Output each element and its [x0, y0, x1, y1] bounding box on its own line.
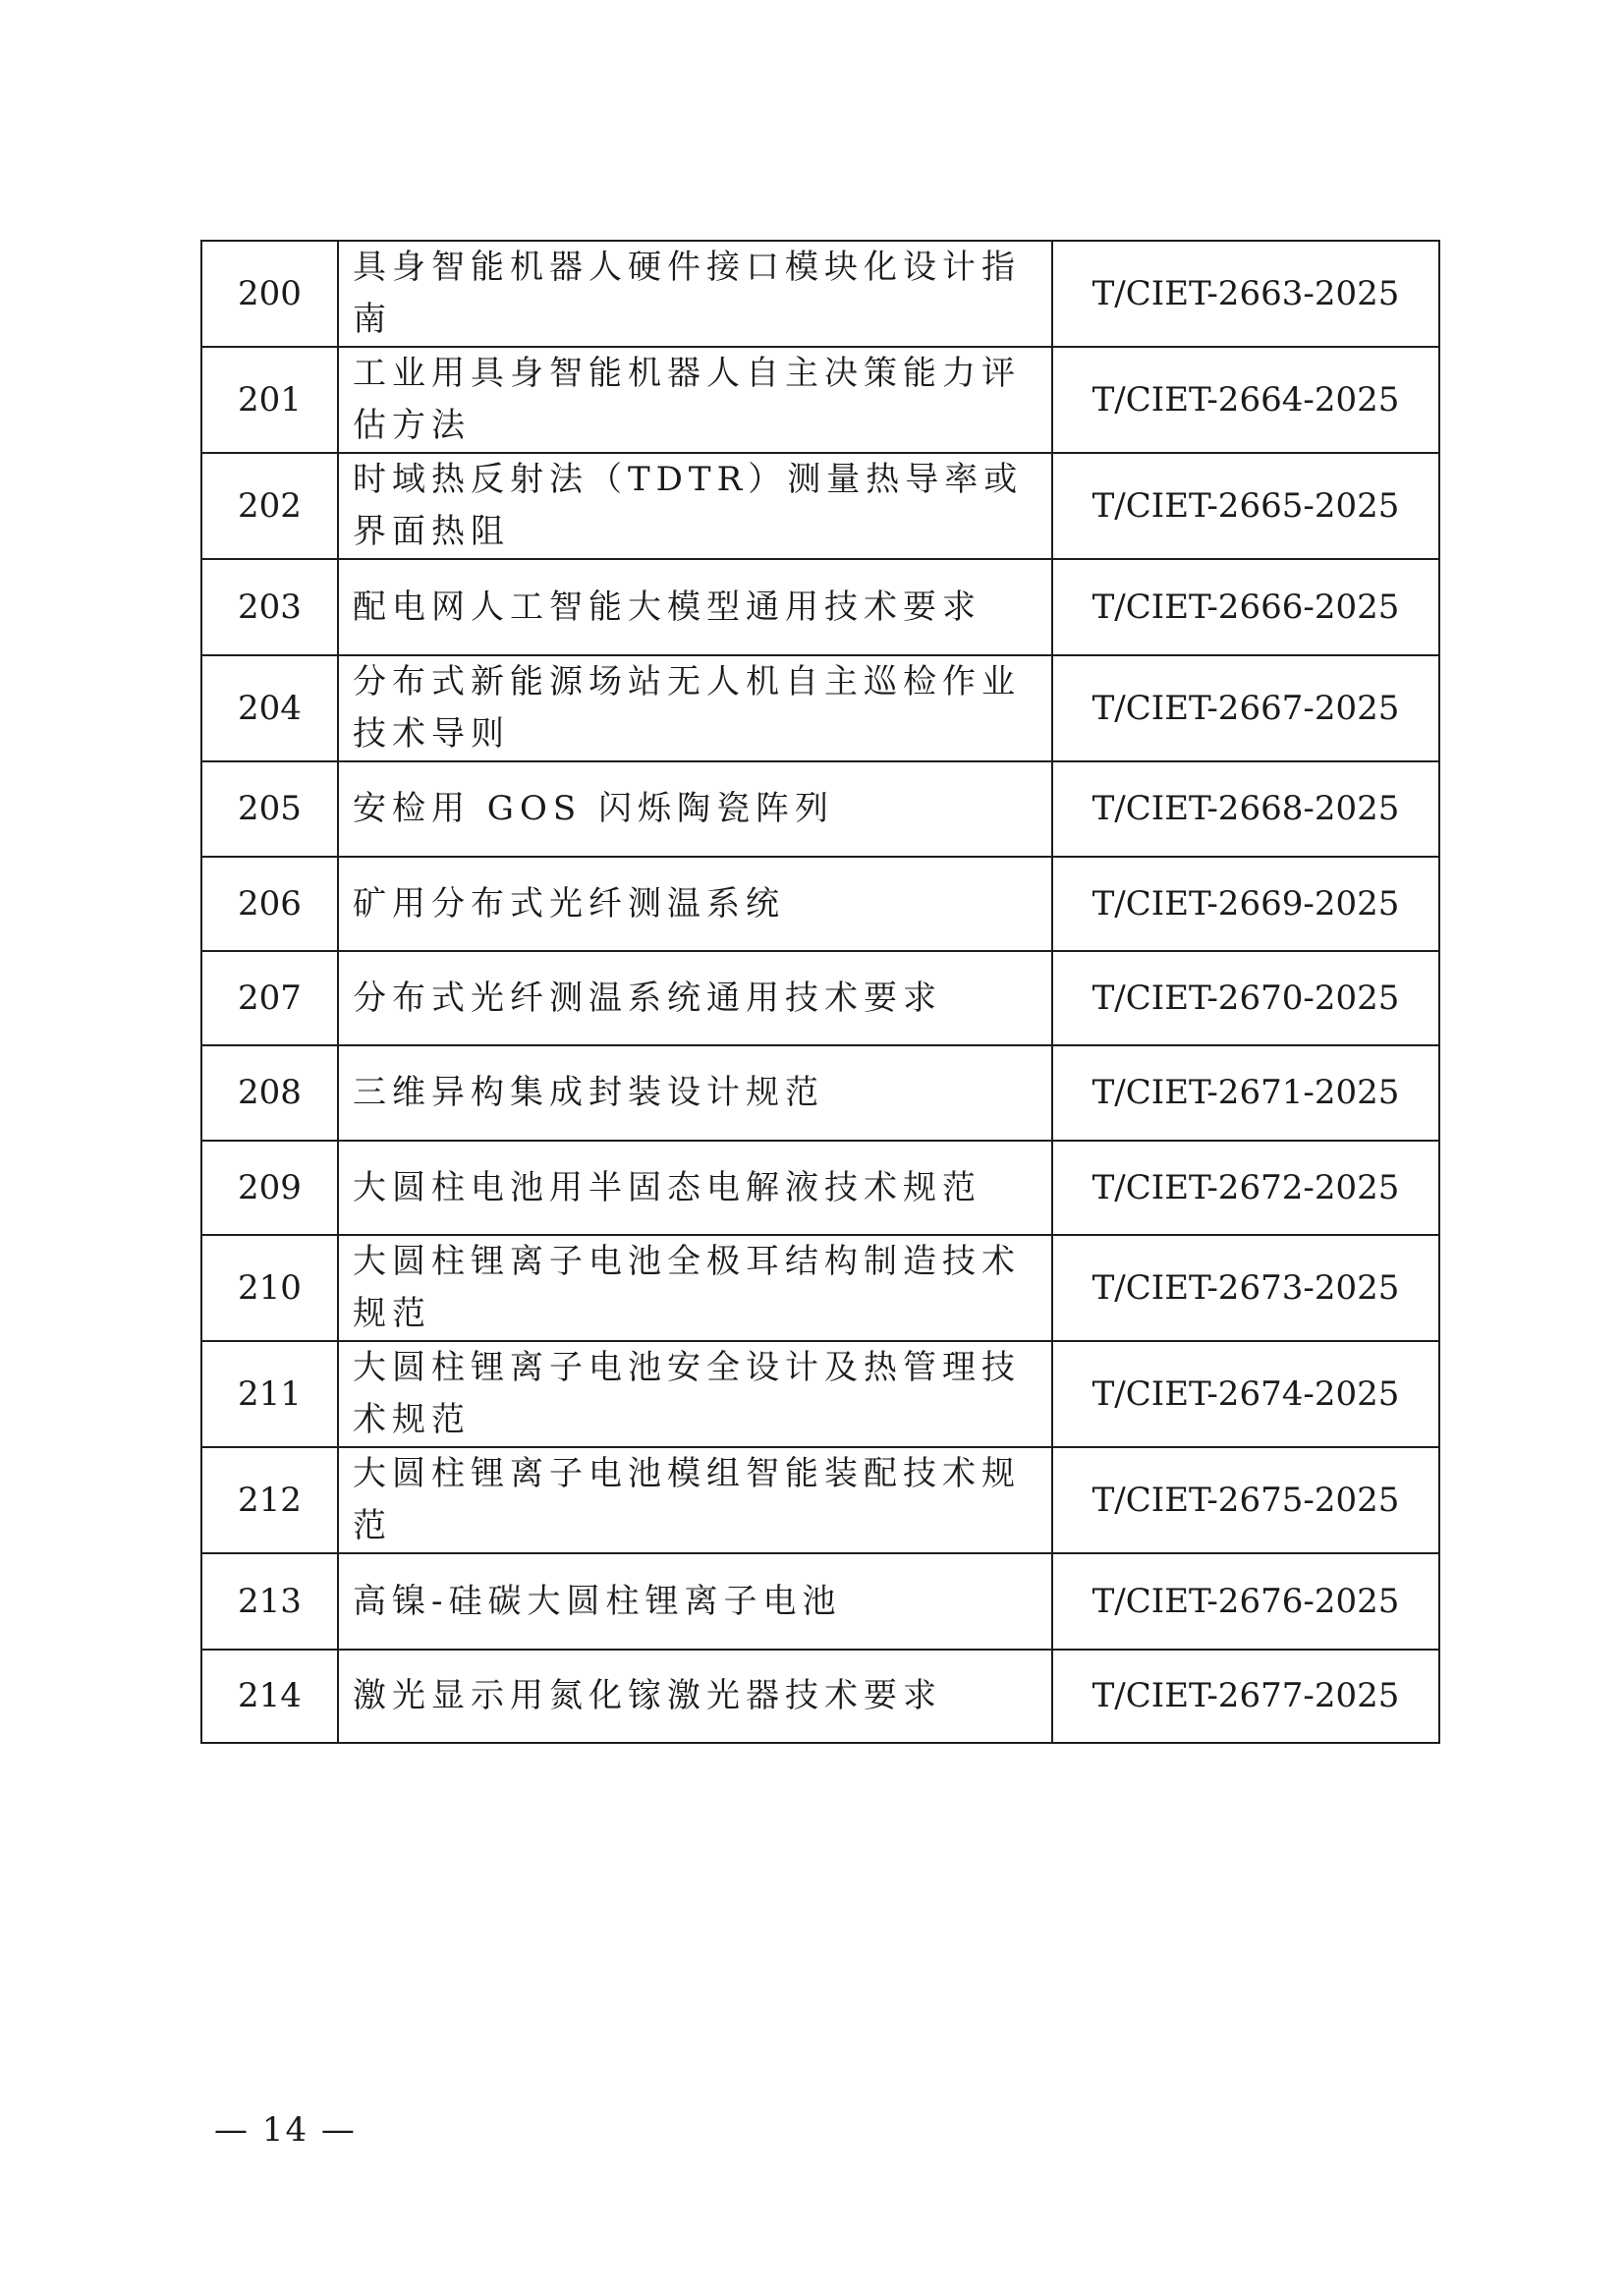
table-row	[201, 347, 1439, 453]
standard-code: T/CIET-2666-2025	[1052, 559, 1439, 655]
table-row	[201, 761, 1439, 857]
standard-name: 配电网人工智能大模型通用技术要求	[338, 559, 1052, 655]
standards-table	[200, 240, 1440, 1744]
standard-name: 分布式光纤测温系统通用技术要求	[338, 951, 1052, 1045]
table-row	[201, 1553, 1439, 1650]
row-number: 209	[201, 1141, 338, 1235]
standard-name: 高镍-硅碳大圆柱锂离子电池	[338, 1553, 1052, 1650]
standard-name: 工业用具身智能机器人自主决策能力评估方法	[338, 347, 1052, 453]
standard-name: 大圆柱锂离子电池模组智能装配技术规范	[338, 1447, 1052, 1553]
standard-code: T/CIET-2664-2025	[1052, 347, 1439, 453]
standard-code: T/CIET-2669-2025	[1052, 857, 1439, 951]
table-row	[201, 559, 1439, 655]
row-number: 202	[201, 453, 338, 559]
standard-code: T/CIET-2673-2025	[1052, 1235, 1439, 1341]
standard-code: T/CIET-2670-2025	[1052, 951, 1439, 1045]
standard-code: T/CIET-2674-2025	[1052, 1341, 1439, 1447]
standard-code: T/CIET-2671-2025	[1052, 1045, 1439, 1141]
standard-name: 安检用 GOS 闪烁陶瓷阵列	[338, 761, 1052, 857]
row-number: 214	[201, 1650, 338, 1743]
table-row	[201, 241, 1439, 347]
row-number: 204	[201, 655, 338, 761]
table-row	[201, 1447, 1439, 1553]
row-number: 211	[201, 1341, 338, 1447]
standard-name: 大圆柱电池用半固态电解液技术规范	[338, 1141, 1052, 1235]
row-number: 205	[201, 761, 338, 857]
standard-code: T/CIET-2663-2025	[1052, 241, 1439, 347]
standard-name: 矿用分布式光纤测温系统	[338, 857, 1052, 951]
standard-name: 时域热反射法（TDTR）测量热导率或界面热阻	[338, 453, 1052, 559]
table-row	[201, 1045, 1439, 1141]
standard-code: T/CIET-2677-2025	[1052, 1650, 1439, 1743]
row-number: 201	[201, 347, 338, 453]
standard-code: T/CIET-2665-2025	[1052, 453, 1439, 559]
table-row	[201, 951, 1439, 1045]
table-row	[201, 1650, 1439, 1743]
row-number: 208	[201, 1045, 338, 1141]
standard-name: 具身智能机器人硬件接口模块化设计指南	[338, 241, 1052, 347]
standard-code: T/CIET-2668-2025	[1052, 761, 1439, 857]
standard-name: 大圆柱锂离子电池全极耳结构制造技术规范	[338, 1235, 1052, 1341]
standard-name: 大圆柱锂离子电池安全设计及热管理技术规范	[338, 1341, 1052, 1447]
standard-code: T/CIET-2675-2025	[1052, 1447, 1439, 1553]
standard-name: 三维异构集成封装设计规范	[338, 1045, 1052, 1141]
table-row	[201, 857, 1439, 951]
row-number: 207	[201, 951, 338, 1045]
table-row	[201, 655, 1439, 761]
standard-code: T/CIET-2672-2025	[1052, 1141, 1439, 1235]
row-number: 203	[201, 559, 338, 655]
table-row	[201, 1141, 1439, 1235]
row-number: 200	[201, 241, 338, 347]
row-number: 213	[201, 1553, 338, 1650]
table-row	[201, 453, 1439, 559]
standards-table-body	[201, 241, 1439, 1743]
standard-code: T/CIET-2676-2025	[1052, 1553, 1439, 1650]
page-number: — 14 —	[214, 2110, 357, 2150]
row-number: 206	[201, 857, 338, 951]
standard-code: T/CIET-2667-2025	[1052, 655, 1439, 761]
standard-name: 激光显示用氮化镓激光器技术要求	[338, 1650, 1052, 1743]
table-row	[201, 1341, 1439, 1447]
row-number: 210	[201, 1235, 338, 1341]
standard-name: 分布式新能源场站无人机自主巡检作业技术导则	[338, 655, 1052, 761]
table-row	[201, 1235, 1439, 1341]
row-number: 212	[201, 1447, 338, 1553]
